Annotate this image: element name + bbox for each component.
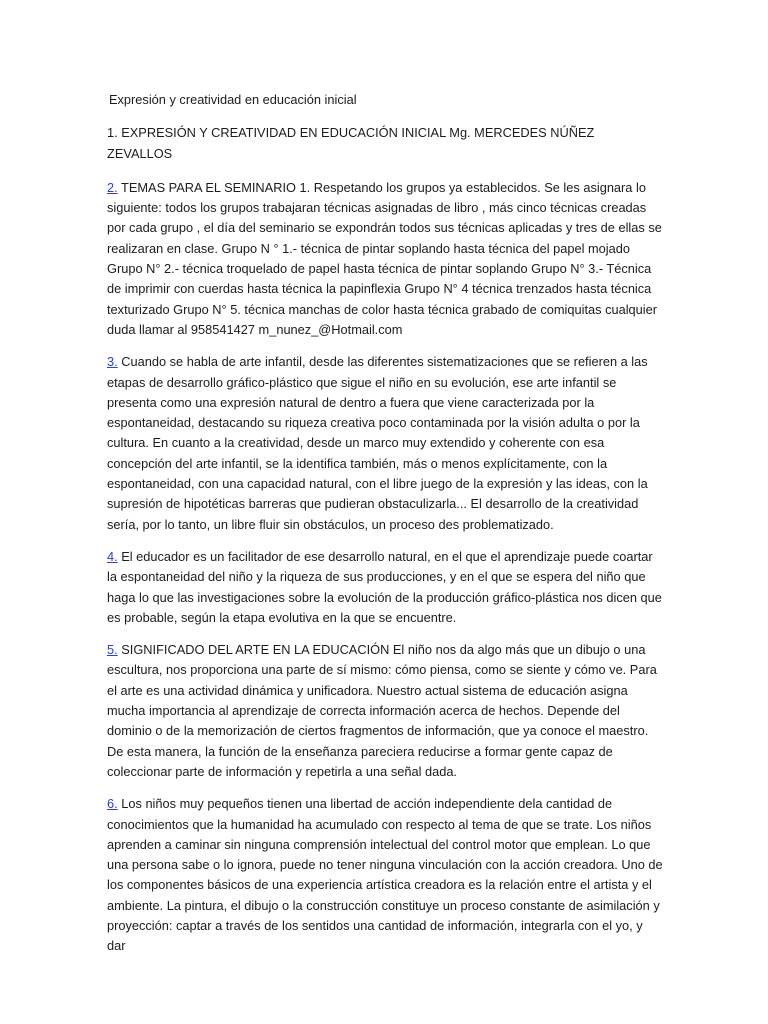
paragraph-4 xyxy=(107,547,663,628)
paragraph-text-3: Cuando se habla de arte infantil, desde las diferentes sistematizaciones que se refieren a las etapas de desarrollo gráfico-plástico que sigue el niño en su evolución, ese arte infantil se presenta como una expresión natural de dentro a fuera que viene caracterizada por la espontaneidad, destacando su riqueza creativa poco contaminada por la visión adulta o por la cultura. En cuanto a la creatividad, desde un marco muy extendido y coherente con esa concepción del arte infantil, se la identifica también, más o menos explícitamente, con la espontaneidad, con una capacidad natural, con el libre juego de la expresión y las ideas, con la supresión de hipotéticas barreras que pudieran obstaculizarla... El desarrollo de la creatividad sería, por lo tanto, un libre fluir sin obstáculos, un proceso des problematizado. xyxy=(107,354,648,532)
section-heading: 1. EXPRESIÓN Y CREATIVIDAD EN EDUCACIÓN INICIAL Mg. MERCEDES NÚÑEZ ZEVALLOS xyxy=(107,125,595,161)
paragraph-link-6[interactable]: 6. xyxy=(107,796,118,812)
paragraph-text-4: El educador es un facilitador de ese desarrollo natural, en el que el aprendizaje puede coartar la espontaneidad del niño y la riqueza de sus producciones, y en el que se espera del niño que haga lo que las investigaciones sobre la evolución de la producción gráfico-plástica nos dicen que es probable, según la etapa evolutiva en la que se encuentre. xyxy=(107,548,662,625)
paragraph-link-5[interactable]: 5. xyxy=(107,642,118,658)
document-page xyxy=(107,90,663,969)
paragraph-link-4[interactable]: 4. xyxy=(107,548,118,564)
paragraph-link-3[interactable]: 3. xyxy=(107,354,118,370)
document-title: Expresión y creatividad en educación inicial xyxy=(109,92,357,107)
paragraph-link-2[interactable]: 2. xyxy=(107,179,118,195)
paragraph-text-2: TEMAS PARA EL SEMINARIO 1. Respetando los grupos ya establecidos. Se les asignara lo siguiente: todos los grupos trabajaran técnicas asignadas de libro , más cinco técnicas creadas por cada grupo , el día del seminario se expondrán todos sus técnicas aplicadas y tres de ellas se realizaran en clase. Grupo N ° 1.- técnica de pintar soplando hasta técnica del papel mojado Grupo N° 2.- técnica troquelado de papel hasta técnica de pintar soplando Grupo N° 3.- Técnica de imprimir con cuerdas hasta técnica la papinflexia Grupo N° 4 técnica trenzados hasta técnica texturizado Grupo N° 5. técnica manchas de color hasta técnica grabado de comiquitas cualquier duda llamar al 958541427 m_nunez_@Hotmail.com xyxy=(107,179,662,337)
paragraph-3 xyxy=(107,352,663,535)
paragraph-6 xyxy=(107,794,663,956)
paragraph-text-5: SIGNIFICADO DEL ARTE EN LA EDUCACIÓN El niño nos da algo más que un dibujo o una escultura, nos proporciona una parte de sí mismo: cómo piensa, como se siente y cómo ve. Para el arte es una actividad dinámica y unificadora. Nuestro actual sistema de educación asigna mucha importancia al aprendizaje de correcta información acerca de hechos. Depende del dominio o de la memorización de ciertos fragmentos de información, que ya conoce el maestro. De esta manera, la función de la enseñanza pareciera reducirse a formar gente capaz de coleccionar parte de información y repetirla a una señal dada. xyxy=(107,642,657,779)
paragraph-5 xyxy=(107,640,663,782)
paragraph-2 xyxy=(107,178,663,340)
paragraph-text-6: Los niños muy pequeños tienen una libertad de acción independiente dela cantidad de conocimientos que la humanidad ha acumulado con respecto al tema de que se trate. Los niños aprenden a caminar sin ninguna comprensión intelectual del control motor que emplean. Lo que una persona sabe o lo ignora, puede no tener ninguna vinculación con la acción creadora. Uno de los componentes básicos de una experiencia artística creadora es la relación entre el artista y el ambiente. La pintura, el dibujo o la construcción constituye un proceso constante de asimilación y proyección: captar a través de los sentidos una cantidad de información, integrarla con el yo, y dar xyxy=(107,796,663,954)
